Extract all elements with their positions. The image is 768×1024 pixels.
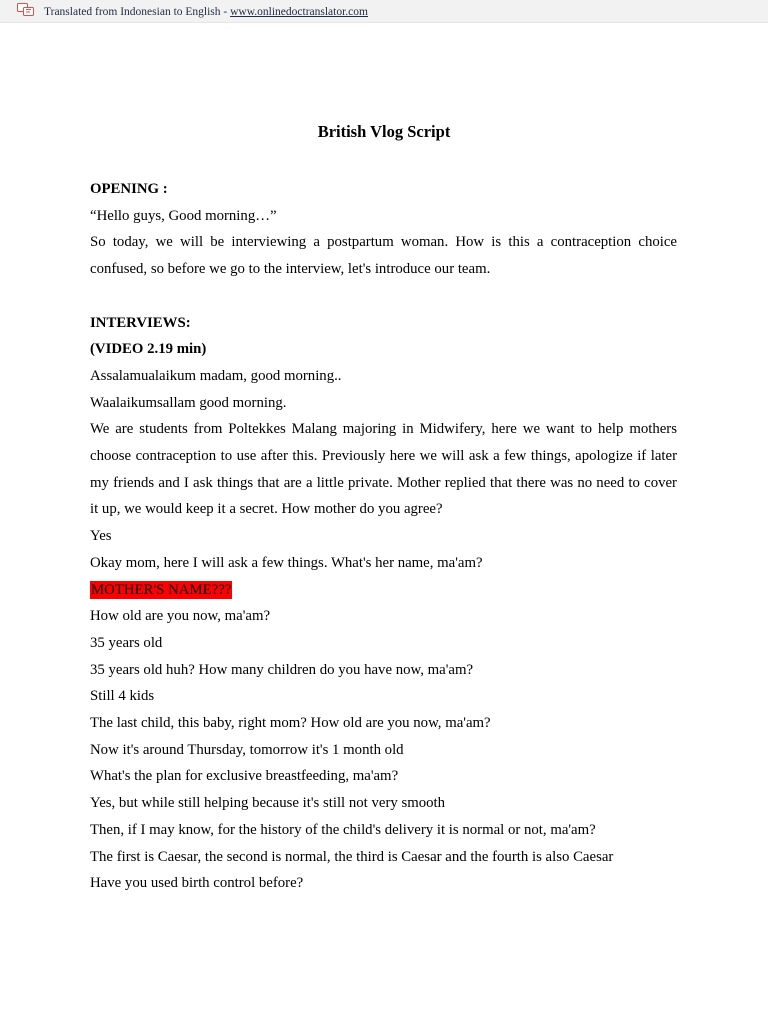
script-line: The first is Caesar, the second is normal, the third is Caesar and the fourth is also Caesar [90,848,614,865]
document-title: British Vlog Script [317,122,451,141]
opening-greeting: “Hello guys, Good morning…” [90,207,277,224]
banner-prefix: Translated from Indonesian to English - [44,6,231,18]
script-line: Still 4 kids [90,688,155,705]
script-line: Now it's around Thursday, tomorrow it's 1 month old [90,741,404,758]
script-line: Waalaikumsallam good morning. [90,394,287,411]
opening-paragraph: So today, we will be interviewing a postpartum woman. How is this a contraception choice confused, so before we go to the interview, let's introduce our team. [90,234,677,278]
script-line: Okay mom, here I will ask a few things. What's her name, ma'am? [90,554,483,571]
highlighted-line [90,577,677,604]
script-line: Have you used birth control before? [90,875,304,892]
mothers-name-placeholder: MOTHER'S NAME??? [91,581,232,598]
script-line: 35 years old huh? How many children do you have now, ma'am? [90,661,474,678]
opening-heading: OPENING : [90,181,168,197]
banner-text [44,6,368,18]
translator-link[interactable]: www.onlinedoctranslator.com [230,6,368,18]
translate-icon [17,3,35,17]
interviews-heading: INTERVIEWS: [90,314,191,331]
script-line: 35 years old [90,634,163,651]
script-paragraph: We are students from Poltekkes Malang majoring in Midwifery, here we want to help mothers choose contraception to use after this. Previously here we will ask a few things, apologize if later my friends and I ask things that are a little private. Mother replied that there was no need to cover it up, we would keep it a secret. How mother do you agree? [90,421,677,518]
script-line: Yes, but while still helping because it's still not very smooth [90,795,446,812]
spacer [90,283,677,310]
video-heading: (VIDEO 2.19 min) [90,341,207,358]
script-line: The last child, this baby, right mom? How old are you now, ma'am? [90,715,491,732]
script-line: What's the plan for exclusive breastfeeding, ma'am? [90,768,399,785]
script-line: Yes [90,528,112,545]
script-line: Assalamualaikum madam, good morning.. [90,367,342,384]
script-line: How old are you now, ma'am? [90,608,271,625]
translation-banner [0,0,768,23]
script-line: Then, if I may know, for the history of the child's delivery it is normal or not, ma'am? [90,821,596,838]
document-body [90,176,677,897]
